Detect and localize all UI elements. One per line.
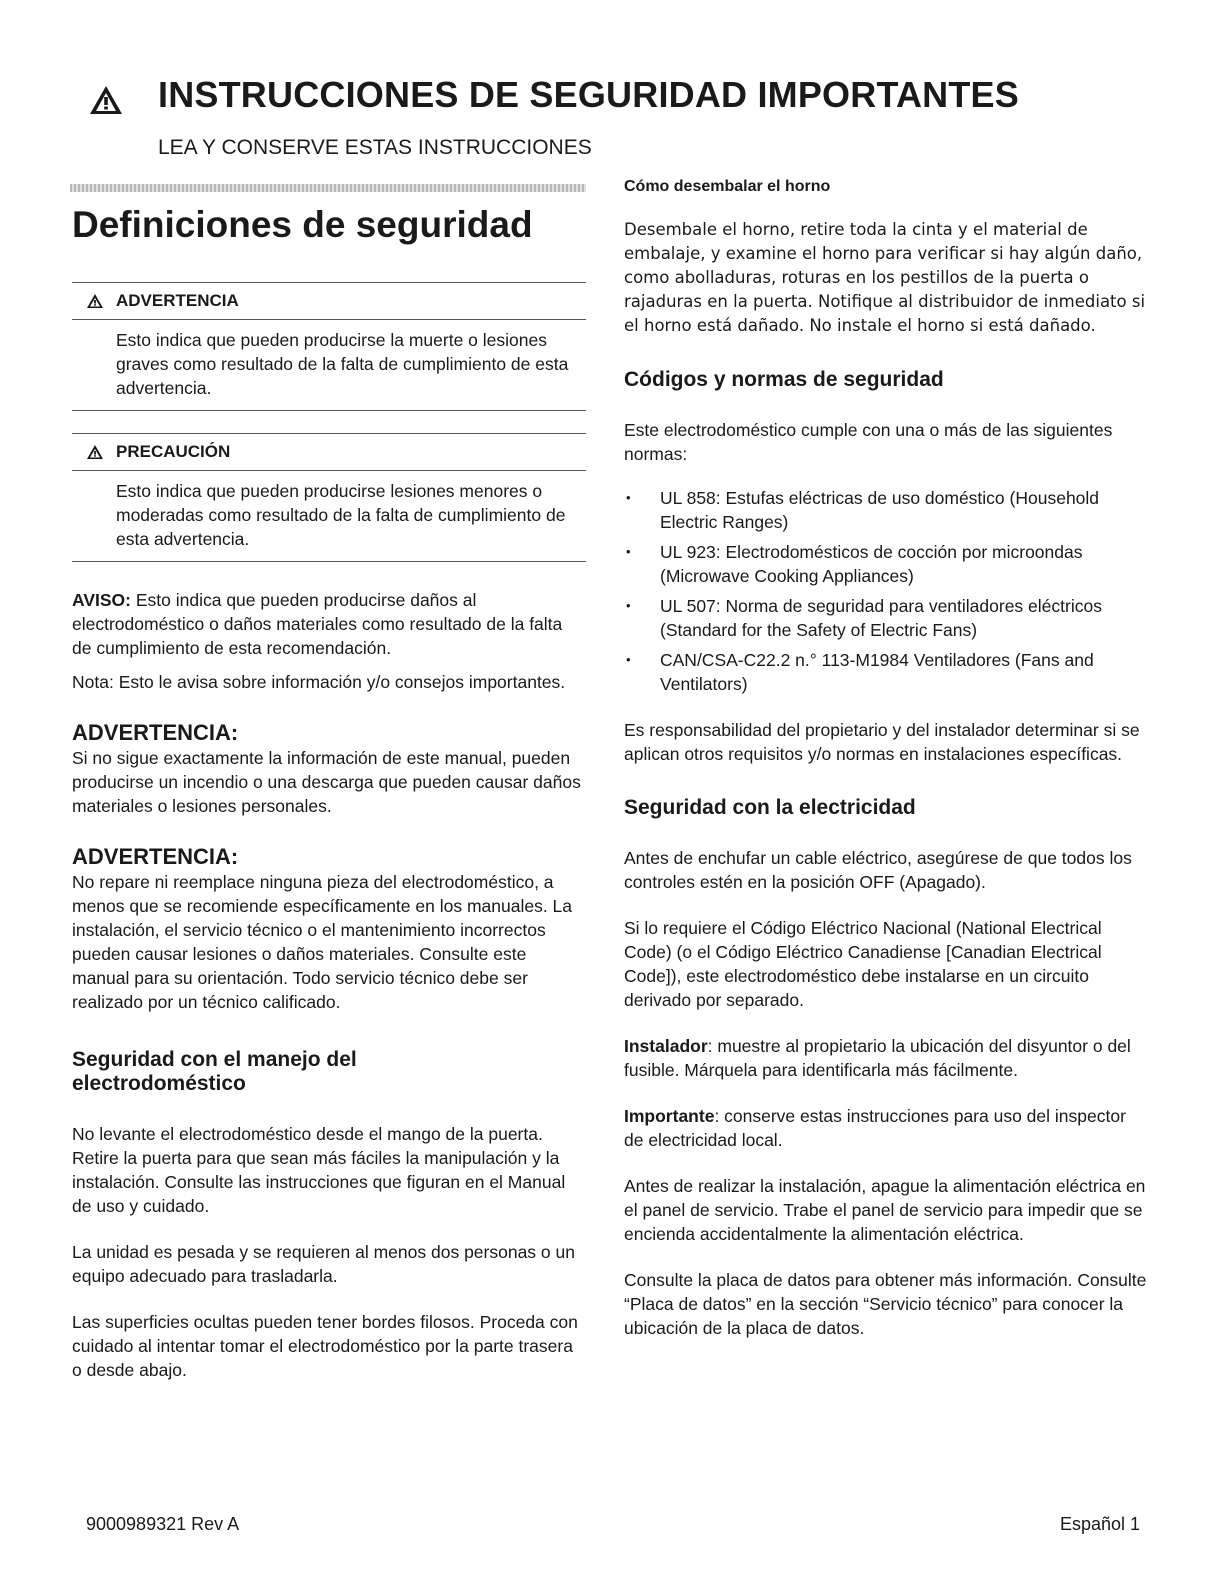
warning-triangle-icon: [86, 293, 104, 309]
right-column: [624, 178, 1150, 1340]
list-item: • UL 507: Norma de seguridad para ventiladores eléctricos (Standard for the Safety of Electric Fans): [624, 594, 1150, 642]
handling-heading-line1: Seguridad con el manejo del: [72, 1048, 357, 1071]
important-label: Importante: [624, 1106, 715, 1126]
page-subtitle: LEA Y CONSERVE ESTAS INSTRUCCIONES: [158, 136, 592, 159]
list-item: • CAN/CSA-C22.2 n.° 113-M1984 Ventiladores (Fans and Ventilators): [624, 648, 1150, 696]
codes-outro: Es responsabilidad del propietario y del instalador determinar si se aplican otros requisitos y/o normas en instalaciones específicas.: [624, 720, 1140, 764]
electric-heading: Seguridad con la electricidad: [624, 796, 916, 819]
warning-triangle-icon: [86, 444, 104, 460]
electric-paragraph-3: Antes de realizar la instalación, apague la alimentación eléctrica en el panel de servicio. Trabe el panel de servicio para impedir que se encienda accidentalmente la alimentación eléctrica.: [624, 1176, 1146, 1244]
warning1-heading: ADVERTENCIA:: [72, 720, 239, 745]
warning-triangle-icon: [88, 84, 124, 116]
installer-text: : muestre al propietario la ubicación del disyuntor o del fusible. Márquela para identificarla más fácilmente.: [624, 1036, 1131, 1080]
precaucion-box-header: [72, 434, 586, 471]
installer-label: Instalador: [624, 1036, 708, 1056]
unpack-heading: Cómo desembalar el horno: [624, 178, 831, 195]
aviso-label: AVISO:: [72, 590, 131, 610]
advertencia-label: ADVERTENCIA: [116, 291, 239, 310]
aviso-paragraph: [72, 588, 586, 660]
advertencia-text: Esto indica que pueden producirse la muerte o lesiones graves como resultado de la falta de cumplimiento de esta advertencia.: [116, 330, 569, 398]
nota-paragraph: Nota: Esto le avisa sobre información y/o consejos importantes.: [72, 672, 566, 692]
handling-paragraph-3: Las superficies ocultas pueden tener bordes filosos. Proceda con cuidado al intentar tomar el electrodoméstico por la parte trasera o desde abajo.: [72, 1312, 578, 1380]
footer-page-label: Español 1: [1059, 1514, 1140, 1534]
list-item: • UL 858: Estufas eléctricas de uso doméstico (Household Electric Ranges): [624, 486, 1150, 534]
advertencia-box: [72, 282, 586, 411]
codes-list: [624, 486, 1150, 696]
section-divider-bar: [70, 184, 586, 192]
electric-paragraph-2: Si lo requiere el Código Eléctrico Nacional (National Electrical Code) (o el Código Eléctrico Canadiense [Canadian Electrical Code]), este electrodoméstico debe instalarse en un circuito derivado por separado.: [624, 918, 1102, 1010]
unpack-text: Desembale el horno, retire toda la cinta y el material de embalaje, y examine el horno para verificar si hay algún daño, como abolladuras, roturas en los pestillos de la puerta o rajaduras en la puerta. Notifique al distribuidor de inmediato si el horno está dañado. No instale el horno si está dañado.: [624, 220, 1146, 335]
section-title: Definiciones de seguridad: [72, 204, 533, 245]
aviso-text: Esto indica que pueden producirse daños al electrodoméstico o daños materiales como resultado de la falta de cumplimiento de esta recomendación.: [72, 590, 563, 658]
warning2-text: No repare ni reemplace ninguna pieza del electrodoméstico, a menos que se recomiende específicamente en los manuales. La instalación, el servicio técnico o el mantenimiento incorrectos pueden causar lesiones o daños materiales. Consulte este manual para su orientación. Todo servicio técnico debe ser realizado por un técnico calificado.: [72, 872, 573, 1012]
handling-paragraph-1: No levante el electrodoméstico desde el mango de la puerta. Retire la puerta para que sean más fáciles la manipulación y la instalación. Consulte las instrucciones que figuran en el Manual de uso y cuidado.: [72, 1124, 566, 1216]
warning1-text: Si no sigue exactamente la información de este manual, pueden producirse un incendio o una descarga que pueden causar daños materiales o lesiones personales.: [72, 748, 581, 816]
electric-paragraph-4: Consulte la placa de datos para obtener más información. Consulte “Placa de datos” en la sección “Servicio técnico” para conocer la ubicación de la placa de datos.: [624, 1270, 1147, 1338]
handling-heading: [72, 1048, 586, 1096]
codes-heading: Códigos y normas de seguridad: [624, 368, 944, 391]
left-column: [72, 184, 586, 1382]
handling-heading-line2: electrodoméstico: [72, 1072, 246, 1095]
page-title: INSTRUCCIONES DE SEGURIDAD IMPORTANTES: [158, 74, 1019, 115]
precaucion-label: PRECAUCIÓN: [116, 442, 231, 461]
important-paragraph: [624, 1104, 1150, 1152]
handling-paragraph-2: La unidad es pesada y se requieren al menos dos personas o un equipo adecuado para trasladarla.: [72, 1242, 575, 1286]
footer-doc-number: 9000989321 Rev A: [86, 1514, 240, 1534]
warning2-heading: ADVERTENCIA:: [72, 844, 239, 869]
installer-paragraph: [624, 1034, 1150, 1082]
electric-paragraph-1: Antes de enchufar un cable eléctrico, asegúrese de que todos los controles estén en la posición OFF (Apagado).: [624, 848, 1132, 892]
codes-intro: Este electrodoméstico cumple con una o más de las siguientes normas:: [624, 420, 1113, 464]
advertencia-box-header: [72, 283, 586, 320]
precaucion-box: [72, 433, 586, 562]
precaucion-text: Esto indica que pueden producirse lesiones menores o moderadas como resultado de la falta de cumplimiento de esta advertencia.: [116, 481, 566, 549]
important-text: : conserve estas instrucciones para uso del inspector de electricidad local.: [624, 1106, 1126, 1150]
list-item: • UL 923: Electrodomésticos de cocción por microondas (Microwave Cooking Appliances): [624, 540, 1150, 588]
